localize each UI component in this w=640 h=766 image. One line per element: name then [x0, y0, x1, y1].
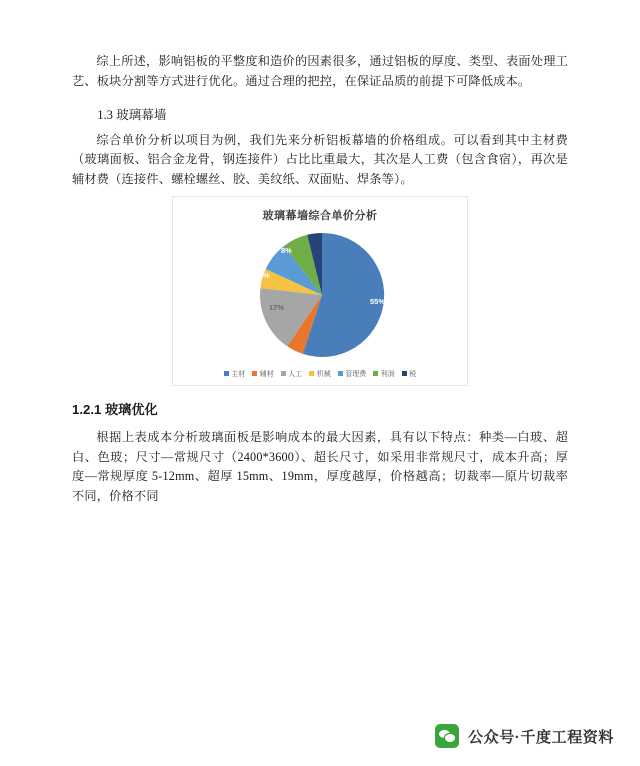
legend-label: 利润 [380, 370, 395, 378]
legend-swatch-icon [373, 371, 378, 376]
legend-item-fucai [252, 369, 274, 379]
legend-label: 机械 [316, 370, 331, 378]
legend-label: 人工 [288, 370, 303, 378]
legend-swatch-icon [338, 371, 343, 376]
legend-item-rengong [281, 369, 303, 379]
paragraph-price-composition: 综合单价分析以项目为例，我们先来分析铝板幕墙的价格组成。可以看到其中主材费（玻璃面板、铝合金龙骨，钢连接件）占比比重最大，其次是人工费（包含食宿），再次是辅材费（连接件、螺栓螺丝、胶、美纹纸、双面贴、焊条等）。 [72, 132, 568, 187]
pie-chart-area [177, 225, 463, 365]
legend-swatch-icon [281, 371, 286, 376]
legend-item-guanlifei [338, 369, 367, 379]
pie-chart-card [172, 196, 468, 386]
pie-label-zhucai: 55% [370, 296, 386, 306]
legend-item-zhucai [224, 369, 246, 379]
watermark-text: 公众号·千度工程资料 [468, 728, 614, 746]
chart-container [72, 196, 568, 386]
paragraph-intro: 综上所述，影响铝板的平整度和造价的因素很多，通过铝板的厚度、类型、表面处理工艺、板块分割等方式进行优化。通过合理的把控，在保证品质的前提下可降低成本。 [72, 54, 568, 88]
wechat-icon [435, 724, 459, 748]
paragraph-glass-optimization: 根据上表成本分析玻璃面板是影响成本的最大因素，具有以下特点：种类—白玻、超白、色玻；尺寸—常规尺寸（2400*3600）、超长尺寸，如采用非常规尺寸，成本升高；厚度—常规厚度 5-12mm、超厚 15mm、19mm，厚度越厚，价格越高；切裁率—原片切裁率不同，价格不同 [72, 429, 568, 504]
legend-label: 主材 [231, 370, 246, 378]
legend-item-jixie [309, 369, 331, 379]
legend-swatch-icon [252, 371, 257, 376]
legend-label: 辅材 [259, 370, 274, 378]
footer-bar [0, 700, 640, 766]
legend-item-lirun [373, 369, 395, 379]
document-content [72, 52, 568, 509]
chart-title: 玻璃幕墙综合单价分析 [262, 209, 378, 222]
watermark [435, 724, 614, 748]
legend-item-shui [402, 369, 417, 379]
heading-1-2-1: 1.2.1 玻璃优化 [72, 401, 158, 417]
legend-label: 税 [409, 370, 417, 378]
pie-label-jixie: 5% [259, 270, 270, 280]
pie-label-guanlifei: 8% [281, 245, 292, 255]
legend-label: 管理费 [345, 370, 367, 378]
legend-swatch-icon [402, 371, 407, 376]
pie-label-rengong: 17% [269, 302, 285, 312]
heading-1-3: 1.3 玻璃幕墙 [97, 107, 167, 122]
chart-legend [177, 369, 463, 381]
pie-chart-svg [177, 225, 467, 365]
legend-swatch-icon [224, 371, 229, 376]
legend-swatch-icon [309, 371, 314, 376]
